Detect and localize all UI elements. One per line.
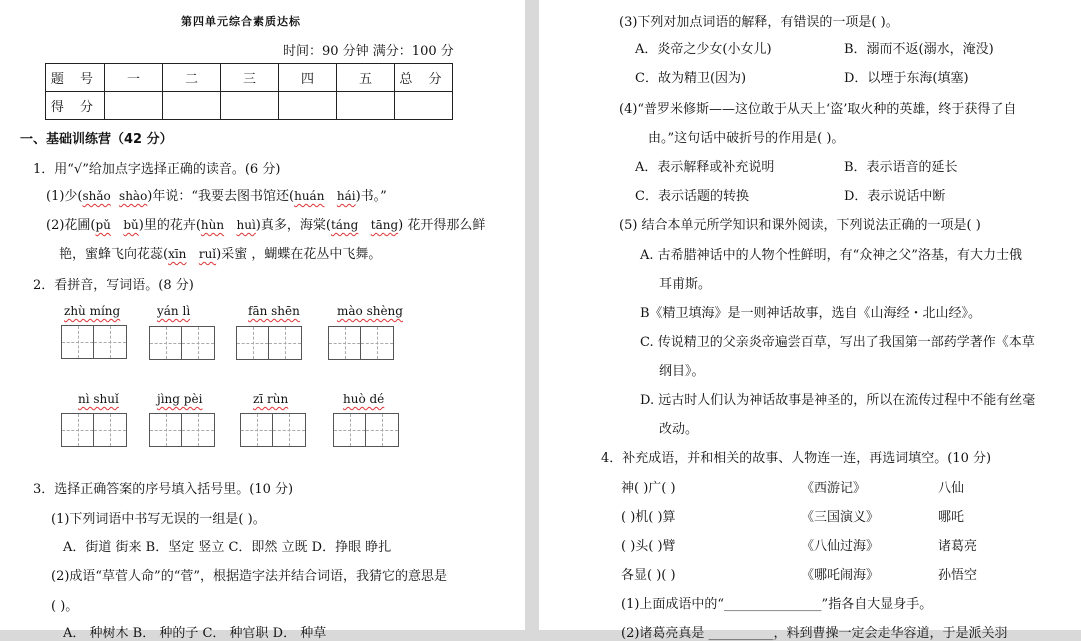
q3-sub-3: (3)下列对加点词语的解释，有错误的一项是( )。 bbox=[619, 15, 899, 30]
pinyin-prompt: fān shēn bbox=[248, 304, 300, 318]
score-table bbox=[45, 63, 453, 120]
score-table-header-row bbox=[46, 64, 453, 92]
q4-sub-2: (2)诸葛亮真是 __________，料到曹操一定会走华容道，于是派关羽 bbox=[621, 626, 1008, 641]
q4-title: 4．补充成语，并和相关的故事、人物连一连，再选词填空。(10 分) bbox=[601, 451, 992, 466]
text: ) 花开得那么鲜 bbox=[398, 218, 486, 233]
score-table-header-cell: 一 bbox=[105, 64, 163, 92]
q3-sub-5-option-a-line-1: A. 古希腊神话中的人物个性鲜明，有“众神之父”洛基，有大力士俄 bbox=[640, 248, 1022, 263]
writing-grid[interactable] bbox=[240, 413, 306, 447]
score-table-header-cell: 二 bbox=[163, 64, 221, 92]
score-table-header-cell: 四 bbox=[279, 64, 337, 92]
score-row-label: 得 分 bbox=[46, 92, 105, 120]
q3-sub-2: (2)成语“草菅人命”的“菅”，根据造字法并结合词语，我猜它的意思是 bbox=[51, 569, 447, 584]
q3-sub-5-option-d-line-1: D. 远古时人们认为神话故事是神圣的，所以在流传过程中不能有丝毫 bbox=[640, 393, 1036, 408]
writing-grid[interactable] bbox=[333, 413, 399, 447]
text: (1)少( bbox=[46, 189, 83, 204]
text: )年说：“我要去图书馆还( bbox=[147, 189, 295, 204]
text: )里的花卉( bbox=[138, 218, 201, 233]
score-cell[interactable] bbox=[221, 92, 279, 120]
score-cell[interactable] bbox=[395, 92, 453, 120]
pinyin-prompt: yán lì bbox=[157, 304, 191, 318]
q3-sub-5-option-c-line-1: C. 传说精卫的父亲炎帝遍尝百草，写出了我国第一部药学著作《本草 bbox=[640, 335, 1035, 350]
q1-line-1 bbox=[46, 185, 387, 204]
story-item[interactable]: 《哪吒闹海》 bbox=[801, 568, 880, 583]
idiom-blank[interactable]: ( )头( )臂 bbox=[621, 539, 676, 554]
left-page bbox=[0, 0, 525, 641]
q3-sub-2-paren: ( )。 bbox=[51, 599, 79, 614]
q3-sub-1: (1)下列词语中书写无误的一组是( )。 bbox=[51, 512, 266, 527]
q1-line-3 bbox=[59, 243, 381, 262]
pinyin-prompt: jìng pèi bbox=[157, 392, 203, 406]
q3-sub-5-option-a-line-2: 耳甫斯。 bbox=[659, 277, 712, 292]
q1-title: 1．用“√”给加点字选择正确的读音。(6 分) bbox=[33, 162, 281, 177]
pinyin-prompt: zhù míng bbox=[64, 304, 121, 318]
pinyin-option[interactable]: tāng bbox=[370, 218, 399, 232]
q3-sub-5-option-d-line-2: 改动。 bbox=[659, 422, 699, 437]
q3-sub-5-option-c-line-2: 纲目》。 bbox=[659, 364, 705, 379]
q3-sub-4-line-2: 由。”这句话中破折号的作用是( )。 bbox=[648, 131, 845, 146]
text: )采蜜 ，蝴蝶在花丛中飞舞。 bbox=[216, 247, 382, 262]
pinyin-prompt: zī rùn bbox=[253, 392, 289, 406]
writing-grid[interactable] bbox=[149, 413, 215, 447]
q3-sub-1-options: A．街道 街来 B．坚定 竖立 C．即然 立既 D．挣眼 睁扎 bbox=[63, 540, 392, 555]
score-cell[interactable] bbox=[163, 92, 221, 120]
pinyin-option[interactable]: táng bbox=[330, 218, 359, 232]
q3-sub-4-option-d: D．表示说话中断 bbox=[844, 189, 946, 204]
person-item[interactable]: 诸葛亮 bbox=[938, 539, 978, 554]
q3-sub-5: (5) 结合本单元所学知识和课外阅读，下列说法正确的一项是( ) bbox=[619, 218, 981, 233]
q1-line-2 bbox=[46, 214, 485, 233]
pinyin-option[interactable]: hùn bbox=[200, 218, 225, 232]
q3-sub-4-option-b: B．表示语音的延长 bbox=[844, 160, 958, 175]
pinyin-prompt: huò dé bbox=[343, 392, 385, 406]
writing-grid[interactable] bbox=[61, 325, 127, 359]
q3-sub-2-options: A． 种树木 B． 种的子 C． 种官职 D． 种草 bbox=[63, 626, 327, 641]
story-item[interactable]: 《西游记》 bbox=[801, 481, 867, 496]
score-table-score-row bbox=[46, 92, 453, 120]
pinyin-option[interactable]: huì bbox=[236, 218, 256, 232]
writing-grid[interactable] bbox=[149, 326, 215, 360]
q2-title: 2．看拼音，写词语。(8 分) bbox=[33, 278, 194, 293]
q3-sub-4-option-c: C．表示话题的转换 bbox=[635, 189, 749, 204]
q3-sub-3-option-b: B．溺而不返(溺水，淹没) bbox=[844, 42, 994, 57]
exam-title: 第四单元综合素质达标 bbox=[181, 15, 301, 28]
writing-grid[interactable] bbox=[328, 326, 394, 360]
pinyin-option[interactable]: huán bbox=[294, 189, 325, 203]
text: )书。” bbox=[355, 189, 387, 204]
writing-grid[interactable] bbox=[236, 326, 302, 360]
time-and-score-label: 时间：90 分钟 满分：100 分 bbox=[283, 44, 454, 59]
story-item[interactable]: 《三国演义》 bbox=[801, 510, 880, 525]
idiom-blank[interactable]: 各显( )( ) bbox=[621, 568, 676, 583]
q3-sub-5-option-b: B《精卫填海》是一则神话故事，选自《山海经・北山经》。 bbox=[640, 306, 982, 321]
pinyin-option[interactable]: ruǐ bbox=[198, 247, 217, 261]
pinyin-option[interactable]: pǔ bbox=[95, 218, 111, 232]
score-table-header-cell: 总 分 bbox=[395, 64, 453, 92]
score-table-header-cell: 五 bbox=[337, 64, 395, 92]
pinyin-option[interactable]: bǔ bbox=[123, 218, 139, 232]
pinyin-option[interactable]: hái bbox=[336, 189, 356, 203]
right-page bbox=[539, 0, 1081, 641]
pinyin-option[interactable]: shào bbox=[119, 189, 148, 203]
idiom-blank[interactable]: 神( )广( ) bbox=[621, 481, 676, 496]
pinyin-option[interactable]: xīn bbox=[168, 247, 187, 261]
score-cell[interactable] bbox=[337, 92, 395, 120]
q3-sub-3-option-c: C．故为精卫(因为) bbox=[635, 71, 747, 86]
score-cell[interactable] bbox=[105, 92, 163, 120]
text: (2)花圃( bbox=[46, 218, 96, 233]
pinyin-option[interactable]: shǎo bbox=[82, 189, 111, 203]
writing-grid[interactable] bbox=[61, 413, 127, 447]
person-item[interactable]: 八仙 bbox=[938, 481, 965, 496]
story-item[interactable]: 《八仙过海》 bbox=[801, 539, 880, 554]
person-item[interactable]: 哪吒 bbox=[938, 510, 965, 525]
q4-sub-1: (1)上面成语中的“_______________”指各自大显身手。 bbox=[621, 597, 933, 612]
idiom-blank[interactable]: ( )机( )算 bbox=[621, 510, 676, 525]
q3-sub-4-line-1: (4)“普罗米修斯——这位敢于从天上‘盗’取火种的英雄，终于获得了自 bbox=[619, 102, 1017, 117]
q3-title: 3．选择正确答案的序号填入括号里。(10 分) bbox=[33, 482, 294, 497]
q3-sub-3-option-a: A．炎帝之少女(小女儿) bbox=[635, 42, 772, 57]
score-cell[interactable] bbox=[279, 92, 337, 120]
text: )真多，海棠( bbox=[255, 218, 331, 233]
pinyin-prompt: nì shuǐ bbox=[78, 392, 119, 406]
text: 艳，蜜蜂飞向花蕊( bbox=[59, 247, 169, 262]
q3-sub-4-option-a: A．表示解释或补充说明 bbox=[635, 160, 775, 175]
section-1-heading: 一、基础训练营（42 分） bbox=[20, 132, 173, 147]
score-table-header-cell: 题 号 bbox=[46, 64, 105, 92]
person-item[interactable]: 孙悟空 bbox=[938, 568, 978, 583]
pinyin-prompt: mào shèng bbox=[337, 304, 403, 318]
q3-sub-3-option-d: D．以堙于东海(填塞) bbox=[844, 71, 969, 86]
score-table-header-cell: 三 bbox=[221, 64, 279, 92]
